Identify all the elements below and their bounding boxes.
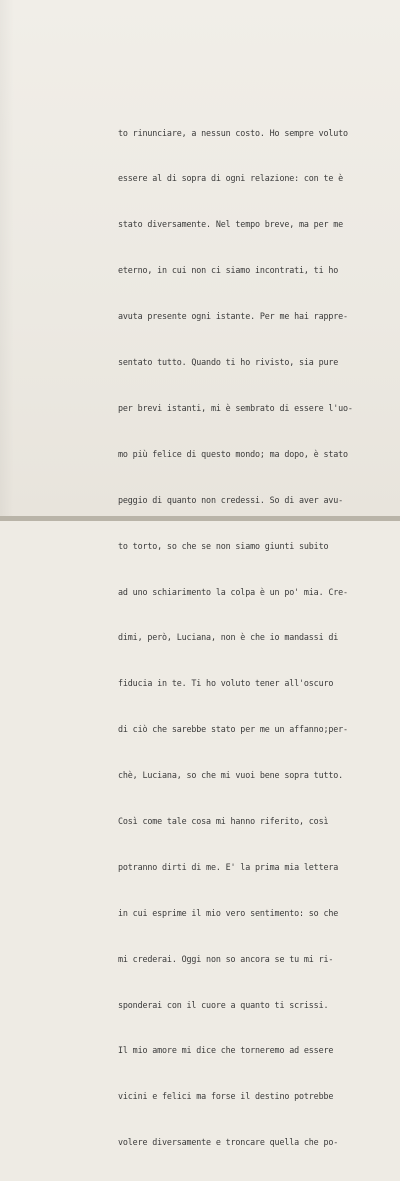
letter-line: vicini e felici ma forse il destino potrebbe — [118, 1091, 334, 1102]
letter-line: to rinunciare, a nessun costo. Ho sempre voluto — [118, 127, 348, 138]
letter-line: ad uno schiarimento la colpa è un po' mia. Cre- — [118, 586, 348, 597]
letter-line: chè, Luciana, so che mi vuoi bene sopra tutto. — [118, 770, 344, 781]
letter-line: di ciò che sarebbe stato per me un affanno;per- — [118, 724, 348, 735]
letter-line: mo più felice di questo mondo; ma dopo, è stato — [118, 448, 348, 459]
letter-line: essere al di sopra di ogni relazione: con te è — [118, 173, 344, 184]
letter-line: per brevi istanti, mi è sembrato di essere l'uo- — [118, 402, 353, 413]
letter-line: sentato tutto. Quando ti ho rivisto, sia pure — [118, 357, 339, 368]
letter-line: avuta presente ogni istante. Per me hai rappre- — [118, 311, 348, 322]
letter-line: sponderai con il cuore a quanto ti scrissi. — [118, 999, 329, 1010]
page-bottom-edge — [0, 516, 400, 521]
typewritten-letter-body — [118, 95, 398, 1181]
letter-line: stato diversamente. Nel tempo breve, ma per me — [118, 219, 344, 230]
letter-line: mi crederai. Oggi non so ancora se tu mi ri- — [118, 953, 334, 964]
letter-line: Il mio amore mi dice che torneremo ad essere — [118, 1045, 334, 1056]
letter-line: potranno dirti di me. E' la prima mia lettera — [118, 861, 339, 872]
letter-line: dimi, però, Luciana, non è che io mandassi di — [118, 632, 339, 643]
letter-line: to torto, so che se non siamo giunti subito — [118, 540, 329, 551]
letter-line: eterno, in cui non ci siamo incontrati, ti ho — [118, 265, 339, 276]
page-fold-shadow — [0, 0, 14, 521]
letter-line: in cui esprime il mio vero sentimento: so che — [118, 907, 339, 918]
letter-line: Così come tale cosa mi hanno riferito, così — [118, 815, 329, 826]
letter-line: peggio di quanto non credessi. So di aver avu- — [118, 494, 344, 505]
letter-line: volere diversamente e troncare quella che po- — [118, 1137, 339, 1148]
letter-line: fiducia in te. Ti ho voluto tener all'oscuro — [118, 678, 334, 689]
